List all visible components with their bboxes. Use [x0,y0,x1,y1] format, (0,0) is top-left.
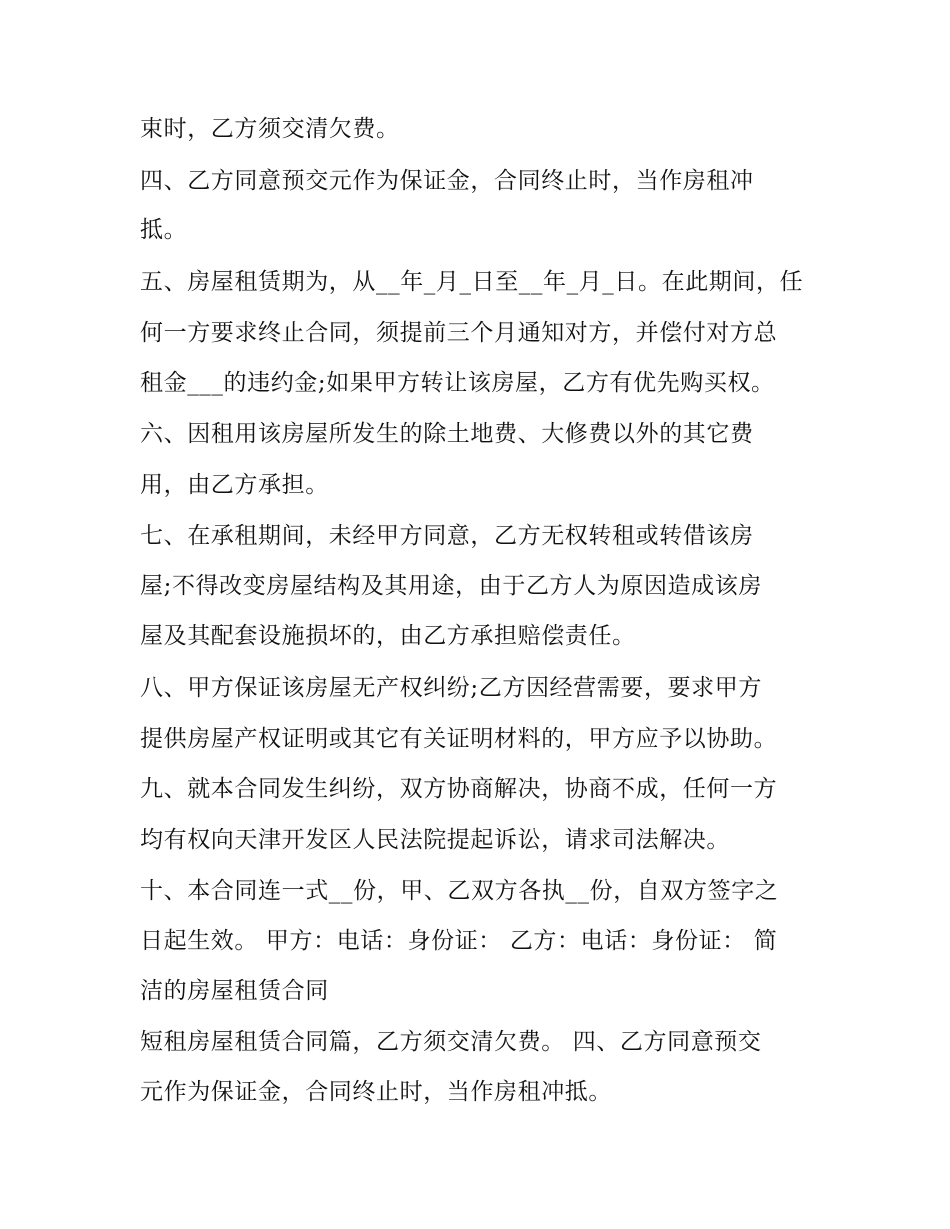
text-line: 十、本合同连一式__份，甲、乙双方各执__份，自双方签字之 [140,878,779,904]
text-line: 元作为保证金，合同终止时，当作房租冲抵。 [140,1079,612,1105]
text-line: 屋及其配套设施损坏的，由乙方承担赔偿责任。 [140,623,636,649]
text-line: 八、甲方保证该房屋无产权纠纷;乙方因经营需要，要求甲方 [140,675,762,701]
text-line: 六、因租用该房屋所发生的除土地费、大修费以外的其它费 [140,421,754,447]
text-line: 短租房屋租赁合同篇，乙方须交清欠费。 四、乙方同意预交 [140,1029,762,1055]
text-line: 日起生效。 甲方：电话：身份证： 乙方：电话：身份证： 简 [140,928,778,954]
text-line: 均有权向天津开发区人民法院提起诉讼，请求司法解决。 [140,827,730,853]
text-line: 何一方要求终止合同，须提前三个月通知对方，并偿付对方总 [140,320,778,346]
text-line: 屋;不得改变房屋结构及其用途，由于乙方人为原因造成该房 [140,573,762,599]
text-line: 七、在承租期间，未经甲方同意，乙方无权转租或转借该房 [140,523,754,549]
text-line: 提供房屋产权证明或其它有关证明材料的，甲方应予以协助。 [140,726,778,752]
text-line: 抵。 [140,217,188,243]
text-line: 四、乙方同意预交元作为保证金，合同终止时，当作房租冲 [140,168,754,194]
text-line: 九、就本合同发生纠纷，双方协商解决，协商不成，任何一方 [140,776,778,802]
text-line: 洁的房屋租赁合同 [140,978,329,1004]
text-line: 租金___的违约金;如果甲方转让该房屋，乙方有优先购买权。 [140,370,775,396]
text-line: 五、房屋租赁期为，从__年_月_日至__年_月_日。在此期间，任 [140,269,804,295]
text-line: 束时，乙方须交清欠费。 [140,116,400,142]
text-line: 用，由乙方承担。 [140,472,329,498]
